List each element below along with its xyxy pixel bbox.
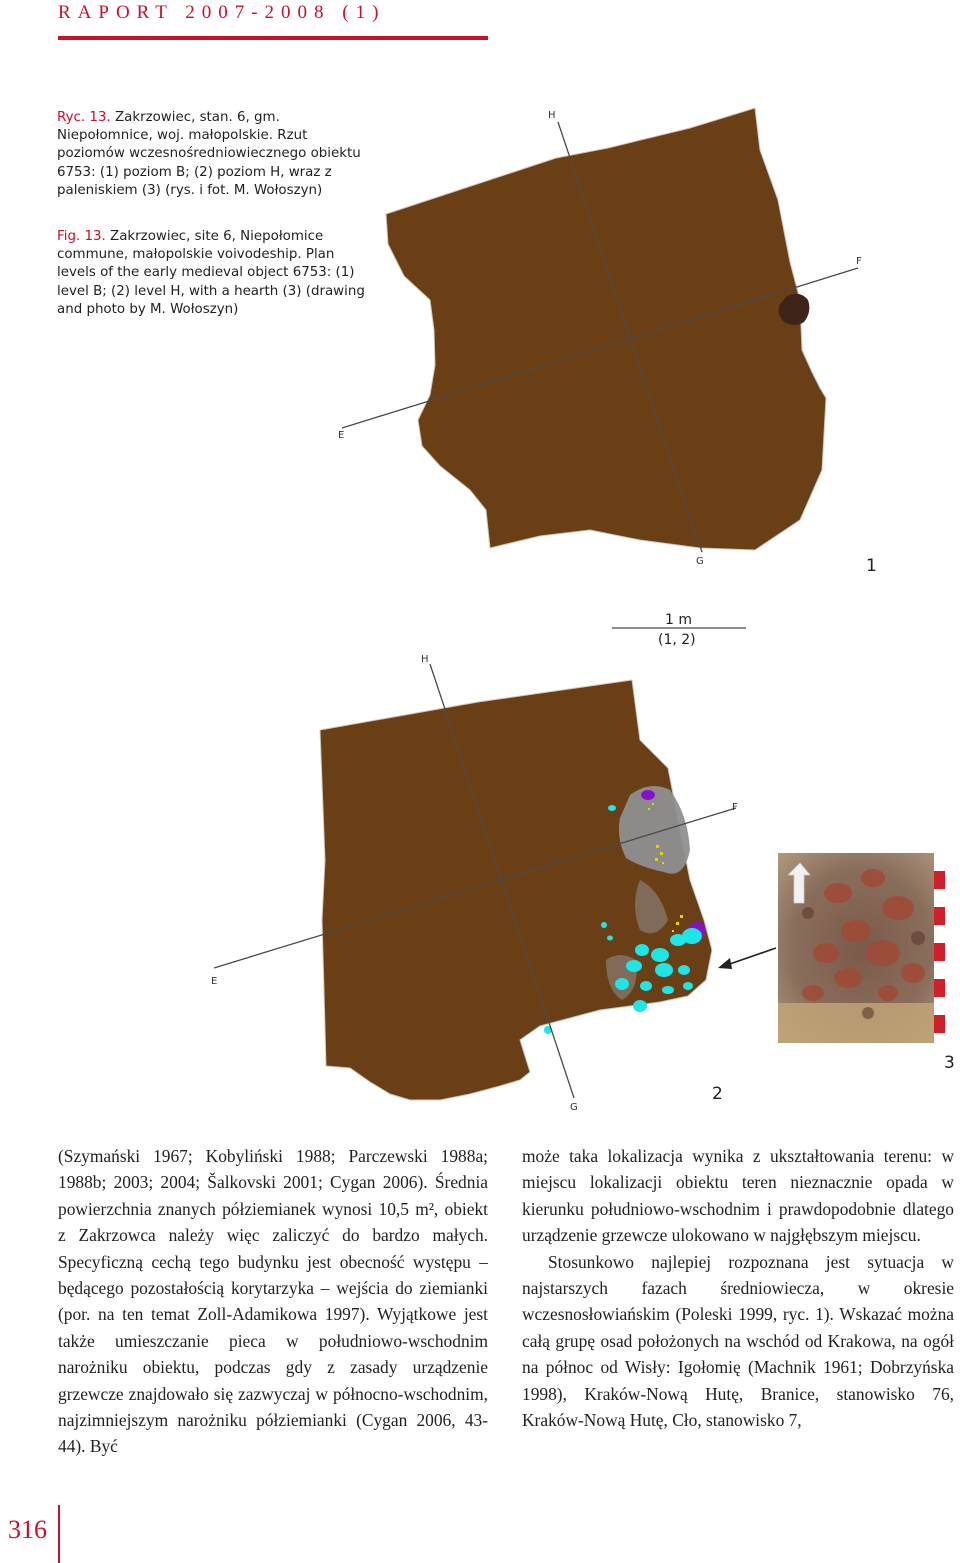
body-column-left [58, 1143, 488, 1460]
plan-2-label-e: E [211, 976, 218, 987]
charcoal-spot-top [641, 790, 655, 800]
plan-2-label-h: H [421, 654, 429, 665]
running-title: RAPORT 2007-2008 (1) [58, 2, 386, 23]
plan-2-number: 2 [712, 1084, 723, 1104]
page-number: 316 [8, 1515, 47, 1544]
caption-english-label: Fig. 13. [57, 229, 106, 244]
plan-1-label-e: E [338, 430, 345, 441]
plan-2-label-g: G [570, 1102, 578, 1113]
plan-1-number: 1 [866, 556, 877, 576]
plan-1-label-h: H [548, 110, 556, 121]
pointer-arrow [718, 948, 776, 969]
body-paragraph: Stosunkowo najlepiej rozpoznana jest sytuacja w najstarszych fazach średniowiecza, w okresie wczesnosłowiańskim (Poleski 1999, ryc. 1). Wskazać można całą grupę osad położonych na wschód od Krakowa, na ogół na północ od Wisły: Igołomię (Machnik 1961; Dobrzyńska 1998), Kraków-Nową Hutę, Branice, stanowisko 76, Kraków-Nową Hutę, Cło, stanowisko 7, [522, 1251, 954, 1431]
plan-1 [338, 108, 877, 576]
plan-2-label-f: F [732, 802, 738, 813]
hearth-photo [778, 853, 945, 1043]
body-column-right [522, 1143, 954, 1433]
plan-1-label-f: F [856, 256, 862, 267]
scale-length: 1 m [665, 612, 692, 628]
photo-number: 3 [944, 1053, 955, 1073]
caption-polish-text: Zakrzowiec, stan. 6, gm. Niepołomnice, woj. małopolskie. Rzut poziomów wczesnośredniowiecznego obiektu 6753: (1) poziom B; (2) poziom H, wraz z paleniskiem (3) (rys. i fot. M. Wołoszyn) [57, 110, 361, 198]
plan-2 [211, 654, 738, 1113]
body-paragraph: (Szymański 1967; Kobyliński 1988; Parczewski 1988a; 1988b; 2003; 2004; Šalkovski 2001; Cygan 2006). Średnia powierzchnia znanych półziemianek wynosi 10,5 m², obiekt z Zakrzowca należy więc zaliczyć do bardzo małych. Specyficzną cechą tego budynku jest obecność występu – będącego pozostałością korytarzyka – wejścia do ziemianki (por. na ten temat Zoll-Adamikowa 1997). Wyjątkowe jest także umieszczanie pieca w południowo-wschodnim narożniku obiektu, podczas gdy z zasady urządzenie grzewcze znajdowało się zazwyczaj w północno-wschodnim, najzimniejszym narożniku półziemianki (Cygan 2006, 43-44). Być [58, 1146, 488, 1457]
scale-applies: (1, 2) [658, 632, 696, 648]
page-number-rule [58, 1505, 60, 1563]
plan-2-outline [320, 680, 712, 1100]
body-paragraph: może taka lokalizacja wynika z ukształtowania terenu: w miejscu lokalizacji obiektu teren nieznacznie opada w kierunku południowo-wschodnim i prawdopodobnie dlatego urządzenie grzewcze ulokowano w najgłębszym miejscu. [522, 1146, 954, 1246]
scale-bar [612, 612, 746, 648]
plan-1-label-g: G [696, 556, 704, 567]
plan-1-outline [386, 108, 826, 550]
caption-english-text: Zakrzowiec, site 6, Niepołomice commune, małopolskie voivodeship. Plan levels of the early medieval object 6753: (1) level B; (2) level H, with a hearth (3) (drawing and photo by M. Wołoszyn) [57, 229, 365, 317]
caption-polish-label: Ryc. 13. [57, 110, 111, 125]
